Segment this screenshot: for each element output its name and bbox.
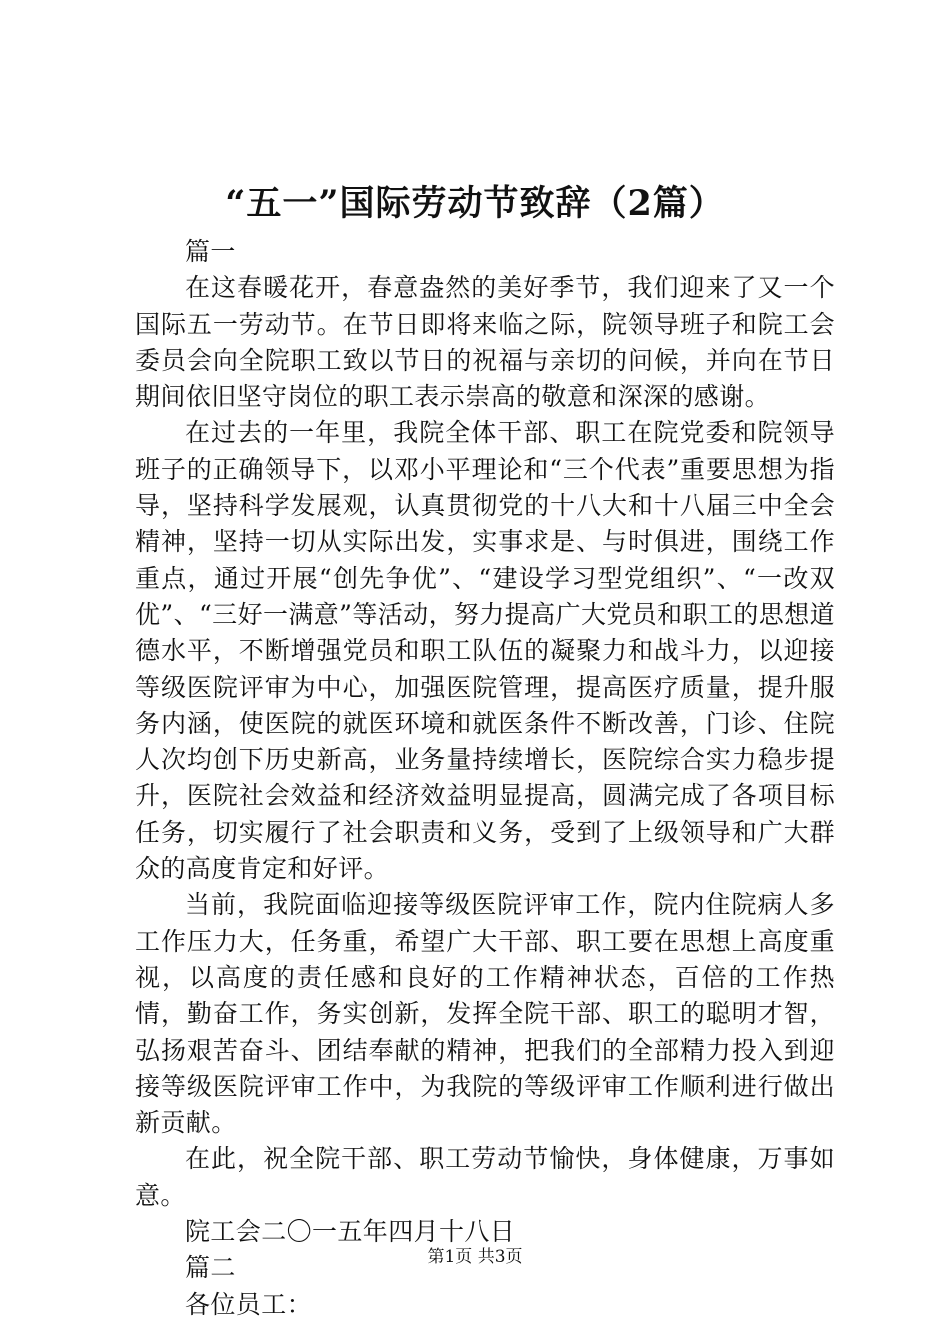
salutation: 各位员工：	[185, 1289, 313, 1319]
paragraph-current: 当前，我院面临迎接等级医院评审工作，院内住院病人多工作压力大，任务重，希望广大干部、职工要在思想上高度重视，以高度的责任感和良好的工作精神状态，百倍的工作热情，勤奋工作，务实创新，发挥全院干部、职工的聪明才智，弘扬艰苦奋斗、团结奉献的精神，把我们的全部精力投入到迎接等级医院评审工作中，为我院的等级评审工作顺利进行做出新贡献。	[135, 890, 835, 1138]
paragraph-past-year: 在过去的一年里，我院全体干部、职工在院党委和院领导班子的正确领导下，以邓小平理论和“三个代表”重要思想为指导，坚持科学发展观，认真贯彻党的十八大和十八届三中全会精神，坚持一切从实际出发，实事求是、与时俱进，围绕工作重点，通过开展“创先争优”、“建设学习型党组织”、“一改双优”、“三好一满意”等活动，努力提高广大党员和职工的思想道德水平，不断增强党员和职工队伍的凝聚力和战斗力，以迎接等级医院评审为中心，加强医院管理，提高医疗质量，提升服务内涵，使医院的就医环境和就医条件不断改善，门诊、住院人次均创下历史新高，业务量持续增长，医院综合实力稳步提升，医院社会效益和经济效益明显提高，圆满完成了各项目标任务，切实履行了社会职责和义务，受到了上级领导和广大群众的高度肯定和好评。	[135, 418, 835, 884]
section-heading-2: 篇二	[185, 1253, 236, 1283]
document-body	[135, 234, 835, 1323]
document-title: “五一”国际劳动节致辞（2篇）	[225, 183, 725, 224]
paragraph-wishes: 在此，祝全院干部、职工劳动节愉快，身体健康，万事如意。	[135, 1144, 835, 1210]
signature-date: 院工会二〇一五年四月十八日	[185, 1217, 516, 1247]
page-footer: 第1页 共3页	[427, 1247, 523, 1267]
paragraph-greeting: 在这春暖花开，春意盎然的美好季节，我们迎来了又一个国际五一劳动节。在节日即将来临之际，院领导班子和院工会委员会向全院职工致以节日的祝福与亲切的问候，并向在节日期间依旧坚守岗位的职工表示崇高的敬意和深深的感谢。	[135, 273, 835, 412]
section-heading-1: 篇一	[185, 237, 236, 266]
